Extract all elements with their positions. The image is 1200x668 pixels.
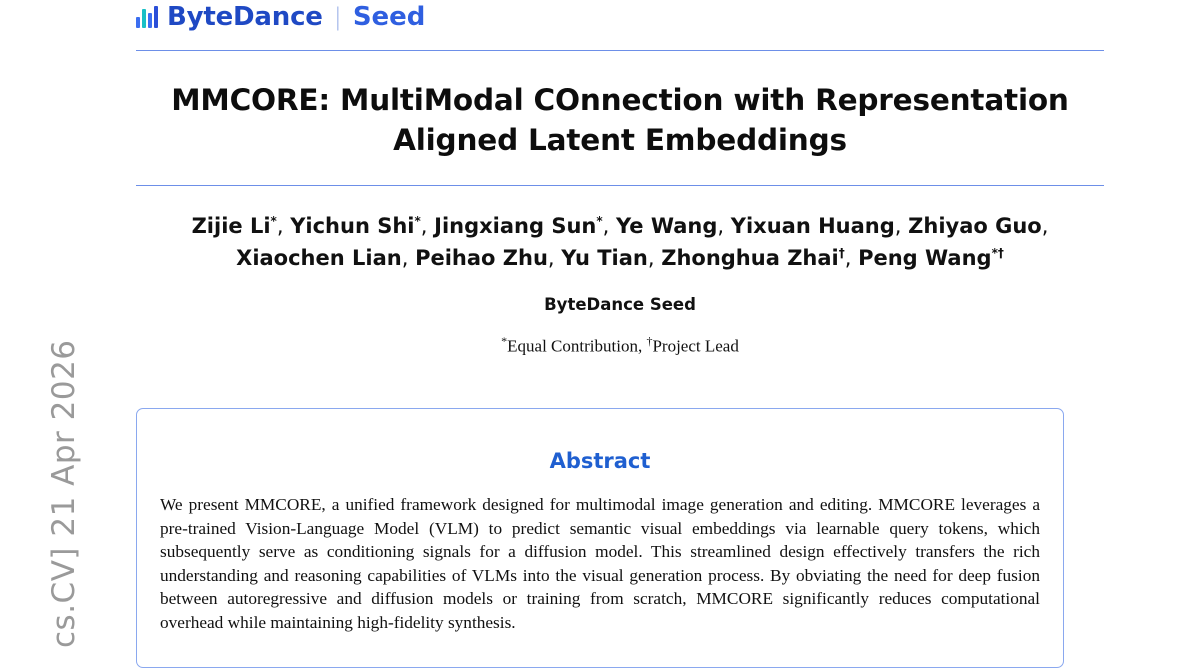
abstract-heading: Abstract bbox=[549, 449, 651, 473]
footnote-marker-star: * bbox=[501, 334, 508, 348]
header-rule-top bbox=[136, 50, 1104, 51]
author-sep: , bbox=[1041, 214, 1049, 238]
author-name: Yichun Shi bbox=[290, 214, 415, 238]
author-name: Peihao Zhu bbox=[415, 246, 548, 270]
footnote-marker-dagger: † bbox=[646, 334, 653, 348]
author-sep: , bbox=[717, 214, 731, 238]
paper-page bbox=[120, 0, 1120, 648]
author-sup: * bbox=[596, 214, 603, 228]
author-sep: , bbox=[844, 246, 859, 270]
author-list bbox=[150, 208, 1090, 272]
page-title: MMCORE: MultiModal COnnection with Representation Aligned Latent Embeddings bbox=[171, 83, 1069, 157]
abstract-box bbox=[136, 408, 1064, 668]
brand-divider: | bbox=[333, 3, 342, 31]
abstract-text: We present MMCORE, a unified framework designed for multimodal image generation and editing. MMCORE leverages a pre-trained Vision-Language Model (VLM) to predict semantic visual embeddings via learnable query tokens, which subsequently serve as conditioning signals for a diffusion model. This streamlined design effectively transfers the rich understanding and reasoning capabilities of VLMs into the visual generation process. By obviating the need for deep fusion between autoregressive and diffusion models or training from scratch, MMCORE significantly reduces computational overhead while maintaining high-fidelity synthesis. bbox=[160, 495, 1040, 632]
author-name: Zhiyao Guo bbox=[908, 214, 1042, 238]
author-sup: *† bbox=[991, 246, 1004, 260]
author-sup: † bbox=[838, 246, 845, 260]
author-sep: , bbox=[401, 246, 416, 270]
affiliation: ByteDance Seed bbox=[544, 295, 696, 314]
author-sup: * bbox=[270, 214, 277, 228]
header-rule-bottom bbox=[136, 185, 1104, 186]
author-name: Peng Wang bbox=[858, 246, 992, 270]
author-name: Xiaochen Lian bbox=[236, 246, 402, 270]
author-name: Yu Tian bbox=[561, 246, 648, 270]
bytedance-bars-icon bbox=[136, 6, 158, 28]
author-sep: , bbox=[894, 214, 909, 238]
author-sep: , bbox=[276, 214, 291, 238]
author-sep: , bbox=[420, 214, 435, 238]
author-name: Zhonghua Zhai bbox=[661, 246, 839, 270]
author-name: Zijie Li bbox=[191, 214, 271, 238]
footnote-text-lead: Project Lead bbox=[652, 336, 739, 356]
author-sup: * bbox=[414, 214, 421, 228]
brand-wordmark: ByteDance bbox=[167, 2, 323, 32]
author-name: Ye Wang bbox=[616, 214, 718, 238]
author-sep: , bbox=[602, 214, 616, 238]
arxiv-vertical-stamp bbox=[0, 0, 120, 648]
author-name: Jingxiang Sun bbox=[434, 214, 597, 238]
author-footnotes bbox=[120, 334, 1120, 357]
author-line-1 bbox=[150, 208, 1090, 240]
author-line-2 bbox=[150, 240, 1090, 272]
arxiv-stamp-text: cs.CV] 21 Apr 2026 bbox=[46, 339, 82, 648]
author-sep: , bbox=[547, 246, 562, 270]
author-sep: , bbox=[647, 246, 662, 270]
brand-subbrand: Seed bbox=[352, 2, 426, 32]
brand-header bbox=[120, 0, 1120, 34]
footnote-text-equal: Equal Contribution, bbox=[507, 336, 647, 356]
author-name: Yixuan Huang bbox=[730, 214, 895, 238]
